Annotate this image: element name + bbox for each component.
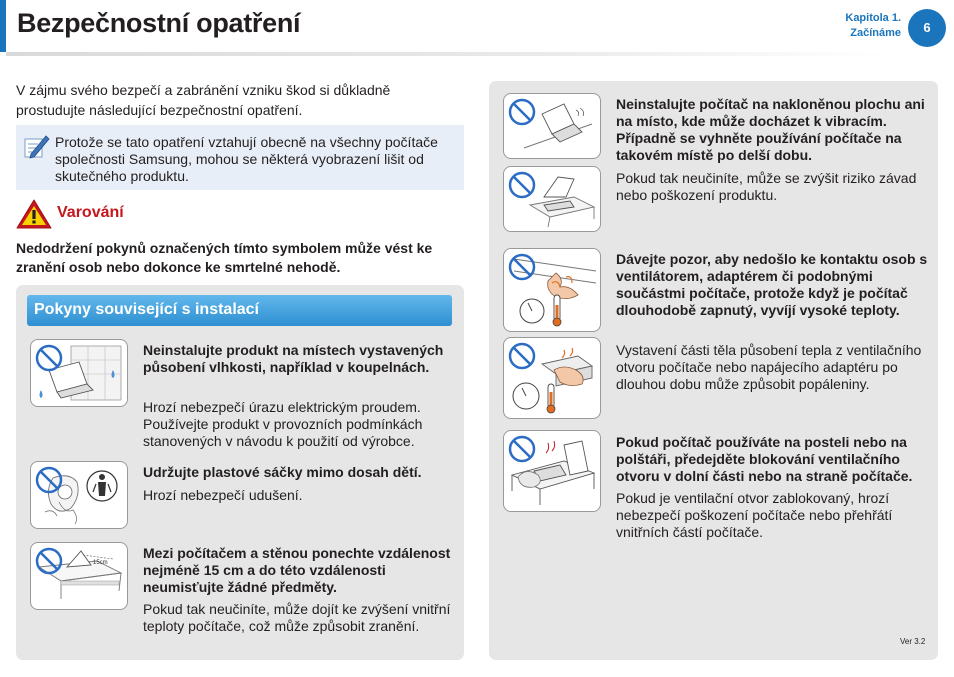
distance-15cm-label: 15cm <box>93 560 108 566</box>
chapter-name: Začínáme <box>850 27 901 39</box>
section-heading: Pokyny související s instalací <box>27 295 452 326</box>
header-accent-bar <box>0 0 6 52</box>
page-title: Bezpečnostní opatření <box>17 8 301 38</box>
humid-location-prohibited-icon <box>30 339 128 407</box>
item-wall-distance-title: Mezi počítačem a stěnou ponechte vzdálenost nejméně 15 cm a do této vzdálenosti neumisťujte žádné předměty. <box>143 545 451 595</box>
item-humidity-body: Hrozí nebezpečí úrazu elektrickým proudem. Používejte produkt v provozních podmínkách stanovených v návodu k použití od výrobce. <box>143 399 423 449</box>
adapter-hot-hand-icon <box>503 337 601 419</box>
version-label: Ver 3.2 <box>900 637 926 646</box>
note-box <box>16 125 464 190</box>
vibration-surface-icon <box>503 166 601 232</box>
warning-text: Nedodržení pokynů označených tímto symbolem může vést ke zranění osob nebo dokonce ke smrtelné nehodě. <box>16 240 433 275</box>
title-divider <box>6 52 886 56</box>
item-plastic-bag-title: Udržujte plastové sáčky mimo dosah dětí. <box>143 464 422 480</box>
bed-pillow-icon <box>503 430 601 512</box>
plastic-bag-child-icon <box>30 461 128 529</box>
warning-label: Varování <box>57 204 124 221</box>
item-plastic-bag-body: Hrozí nebezpečí udušení. <box>143 487 303 503</box>
chapter-number: Kapitola 1. <box>845 12 901 24</box>
pen-note-icon <box>22 133 50 161</box>
item-wall-distance-body: Pokud tak neučiníte, může dojít ke zvýšení vnitřní teploty počítače, což může způsobit zranění. <box>143 601 451 634</box>
item-heat-contact-body: Vystavení části těla působení tepla z ventilačního otvoru počítače nebo napájecího adaptéru po dlouhou dobu může způsobit popáleniny. <box>616 342 922 392</box>
sloped-surface-icon <box>503 93 601 159</box>
item-bed-pillow-title: Pokud počítač používáte na posteli nebo na polštáři, předejděte blokování ventilačního otvoru v dolní části nebo na straně počítače. <box>616 434 913 484</box>
warning-triangle-icon <box>15 198 53 230</box>
intro-paragraph: V zájmu svého bezpečí a zabránění vzniku škod si důkladně prostudujte následující bezpečnostní opatření. <box>16 82 391 118</box>
page-number-badge: 6 <box>908 9 946 47</box>
item-slope-vibration-title: Neinstalujte počítač na nakloněnou plochu ani na místo, kde může docházet k vibracím. Případně se vyhněte používání počítače na takovém místě po delší dobu. <box>616 96 925 163</box>
item-slope-vibration-body: Pokud tak neučiníte, může se zvýšit riziko závad nebo poškození produktu. <box>616 170 917 203</box>
item-humidity-title: Neinstalujte produkt na místech vystavených působení vlhkosti, například v koupelnách. <box>143 342 444 375</box>
vent-hot-hand-icon <box>503 248 601 332</box>
item-heat-contact-title: Dávejte pozor, aby nedošlo ke kontaktu osob s ventilátorem, adaptérem či podobnými součástmi počítače, protože když je počítač dlouhodobě zapnutý, vyvíjí vysoké teploty. <box>616 251 928 318</box>
wall-distance-icon <box>30 542 128 610</box>
chapter-label[interactable] <box>845 11 901 41</box>
item-bed-pillow-body: Pokud je ventilační otvor zablokovaný, hrozí nebezpečí poškození počítače nebo přehřátí vnitřních částí počítače. <box>616 490 893 540</box>
note-text: Protože se tato opatření vztahují obecně na všechny počítače společnosti Samsung, mohou se některá vyobrazení lišit od skutečného produktu. <box>55 134 438 184</box>
